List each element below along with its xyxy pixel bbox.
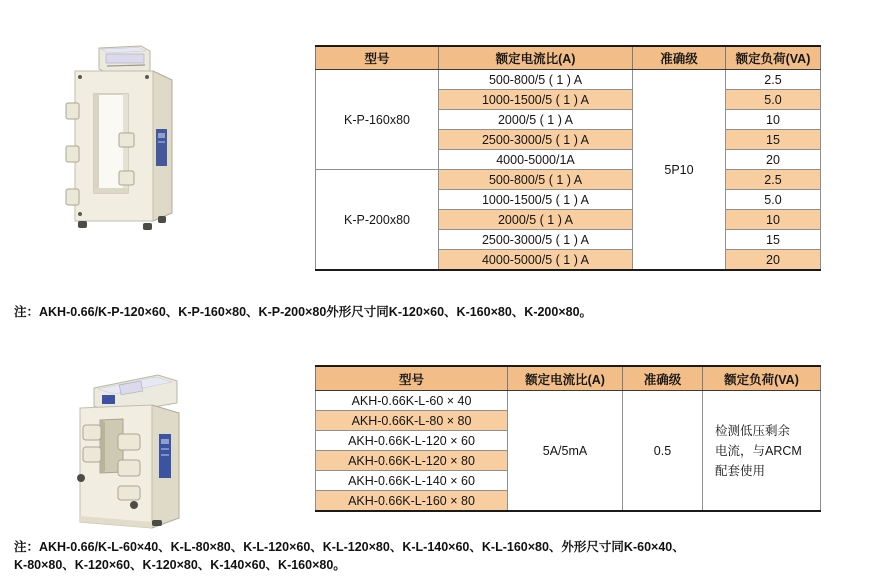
product-photo-kl-transformer bbox=[58, 368, 263, 550]
table-header-row bbox=[316, 366, 821, 391]
ratio-cell: 4000-5000/5 ( 1 ) A bbox=[439, 250, 633, 271]
model-cell: AKH-0.66K-L-80 × 80 bbox=[316, 411, 508, 431]
table-row bbox=[316, 170, 821, 190]
header-model: 型号 bbox=[316, 366, 508, 391]
ratio-cell: 500-800/5 ( 1 ) A bbox=[439, 170, 633, 190]
kp-spec-table bbox=[315, 45, 821, 271]
header-rated-burden: 额定负荷(VA) bbox=[703, 366, 821, 391]
burden-cell: 2.5 bbox=[726, 170, 821, 190]
kl-spec-table bbox=[315, 365, 821, 512]
model-cell: AKH-0.66K-L-120 × 80 bbox=[316, 451, 508, 471]
ratio-cell: 1000-1500/5 ( 1 ) A bbox=[439, 190, 633, 210]
ratio-cell: 2000/5 ( 1 ) A bbox=[439, 210, 633, 230]
current-transformer-icon bbox=[55, 40, 270, 245]
header-accuracy-class: 准确级 bbox=[623, 366, 703, 391]
burden-line: 检测低压剩余 bbox=[715, 423, 791, 438]
header-accuracy-class: 准确级 bbox=[633, 46, 726, 70]
table-row bbox=[316, 70, 821, 90]
burden-cell: 10 bbox=[726, 210, 821, 230]
current-transformer-icon bbox=[58, 368, 263, 550]
burden-cell bbox=[703, 391, 821, 512]
accuracy-cell: 0.5 bbox=[623, 391, 703, 512]
ratio-cell: 2500-3000/5 ( 1 ) A bbox=[439, 130, 633, 150]
header-rated-burden: 额定负荷(VA) bbox=[726, 46, 821, 70]
burden-cell: 15 bbox=[726, 130, 821, 150]
burden-line: 配套使用 bbox=[715, 463, 766, 478]
ratio-cell: 5A/5mA bbox=[508, 391, 623, 512]
blue-side-label bbox=[159, 434, 171, 478]
model-cell: AKH-0.66K-L-60 × 40 bbox=[316, 391, 508, 411]
note-line: K-80×80、K-120×60、K-120×80、K-140×60、K-160×80。 bbox=[14, 558, 346, 572]
burden-cell: 5.0 bbox=[726, 90, 821, 110]
model-cell: K-P-160x80 bbox=[316, 70, 439, 170]
blue-side-label bbox=[156, 129, 167, 166]
table-row bbox=[316, 391, 821, 411]
ratio-cell: 2500-3000/5 ( 1 ) A bbox=[439, 230, 633, 250]
table-header-row bbox=[316, 46, 821, 70]
header-current-ratio: 额定电流比(A) bbox=[508, 366, 623, 391]
note-kp-dimensions: 注：AKH-0.66/K-P-120×60、K-P-160×80、K-P-200×80外形尺寸同K-120×60、K-160×80、K-200×80。 bbox=[14, 305, 593, 319]
product-photo-kp-transformer bbox=[55, 40, 270, 245]
model-cell: AKH-0.66K-L-120 × 60 bbox=[316, 431, 508, 451]
note-kl-dimensions bbox=[14, 538, 685, 574]
terminal-block bbox=[99, 46, 150, 73]
burden-cell: 10 bbox=[726, 110, 821, 130]
header-model: 型号 bbox=[316, 46, 439, 70]
note-line: 注：AKH-0.66/K-L-60×40、K-L-80×80、K-L-120×60、K-L-120×80、K-L-140×60、K-L-160×80、外形尺寸同K-60×40、 bbox=[14, 540, 685, 554]
ratio-cell: 1000-1500/5 ( 1 ) A bbox=[439, 90, 633, 110]
header-current-ratio: 额定电流比(A) bbox=[439, 46, 633, 70]
burden-cell: 5.0 bbox=[726, 190, 821, 210]
model-cell: AKH-0.66K-L-140 × 60 bbox=[316, 471, 508, 491]
model-cell: AKH-0.66K-L-160 × 80 bbox=[316, 491, 508, 512]
ratio-cell: 500-800/5 ( 1 ) A bbox=[439, 70, 633, 90]
burden-cell: 20 bbox=[726, 150, 821, 170]
burden-cell: 2.5 bbox=[726, 70, 821, 90]
ratio-cell: 2000/5 ( 1 ) A bbox=[439, 110, 633, 130]
burden-cell: 20 bbox=[726, 250, 821, 271]
accuracy-cell: 5P10 bbox=[633, 70, 726, 271]
ratio-cell: 4000-5000/1A bbox=[439, 150, 633, 170]
burden-line: 电流，与ARCM bbox=[715, 443, 802, 458]
model-cell: K-P-200x80 bbox=[316, 170, 439, 271]
burden-cell: 15 bbox=[726, 230, 821, 250]
